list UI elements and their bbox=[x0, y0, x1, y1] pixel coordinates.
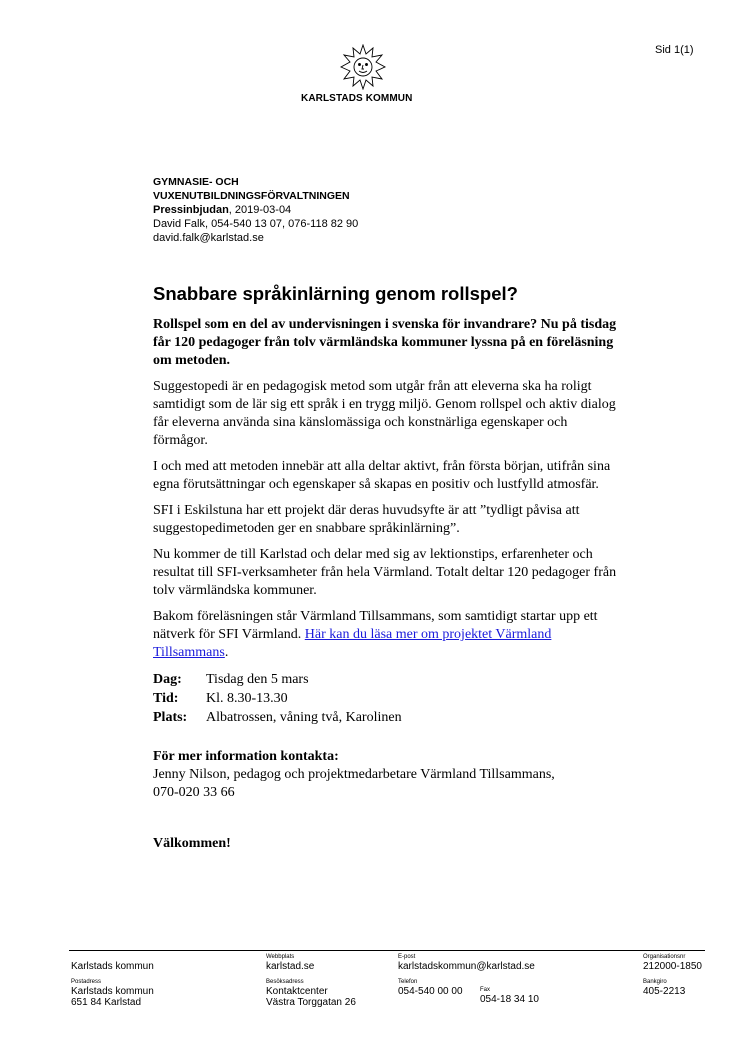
footer-bankgiro-label: Bankgiro bbox=[643, 979, 667, 985]
detail-row-time bbox=[153, 689, 402, 708]
footer-post-label: Postadress bbox=[71, 979, 102, 985]
detail-label: Plats: bbox=[153, 710, 188, 725]
footer-divider bbox=[69, 950, 705, 951]
organization-name: KARLSTADS KOMMUN bbox=[301, 93, 413, 104]
footer-tel-label: Telefon bbox=[398, 979, 418, 985]
sender-block bbox=[153, 175, 358, 245]
contact-line: David Falk, 054-540 13 07, 076-118 82 90 bbox=[153, 218, 359, 230]
paragraph-5 bbox=[153, 608, 618, 662]
footer-webb-label: Webbplats bbox=[266, 954, 295, 960]
footer-webb-value: karlstad.se bbox=[266, 961, 315, 972]
paragraph-4: Nu kommer de till Karlstad och delar med sig av lektionstips, erfarenheter och resultat till SFI-verksamheter från hela Värmland. Totalt deltar 120 pedagoger från tolv värmländska kommuner. bbox=[153, 547, 617, 598]
footer-epost-value: karlstadskommun@karlstad.se bbox=[398, 961, 535, 972]
detail-label: Dag: bbox=[153, 672, 182, 687]
footer-fax-value: 054-18 34 10 bbox=[480, 994, 539, 1005]
detail-value: Albatrossen, våning två, Karolinen bbox=[206, 710, 402, 725]
footer-col-fax bbox=[480, 986, 539, 1005]
sun-logo-icon bbox=[340, 44, 386, 90]
footer-orgnr-value: 212000-1850 bbox=[643, 961, 702, 972]
event-details bbox=[153, 670, 402, 727]
footer-besok-label: Besöksadress bbox=[266, 979, 304, 985]
headline: Snabbare språkinlärning genom rollspel? bbox=[153, 283, 518, 304]
footer-besok-line1: Kontaktcenter bbox=[266, 986, 328, 997]
detail-label: Tid: bbox=[153, 691, 179, 706]
contact-line-2: 070-020 33 66 bbox=[153, 785, 235, 800]
paragraph-2: I och med att metoden innebär att alla deltar aktivt, från första början, utifrån sina egna förutsättningar och egenskaper så skapas en positiv och lustfylld atmosfär. bbox=[153, 459, 611, 492]
article-body bbox=[153, 316, 618, 670]
department-line-2: VUXENUTBILDNINGSFÖRVALTNINGEN bbox=[153, 190, 350, 202]
detail-row-day bbox=[153, 670, 402, 689]
footer-epost-label: E-post bbox=[398, 954, 416, 960]
contact-block bbox=[153, 748, 555, 802]
footer-post-line2: 651 84 Karlstad bbox=[71, 997, 142, 1008]
footer-orgnr-label: Organisationsnr bbox=[643, 954, 686, 960]
page-number: Sid 1(1) bbox=[655, 44, 694, 56]
closing-text: Välkommen! bbox=[153, 836, 231, 851]
detail-row-place bbox=[153, 708, 402, 727]
footer-besok-line2: Västra Torggatan 26 bbox=[266, 997, 356, 1008]
footer-fax-label: Fax bbox=[480, 987, 491, 993]
footer-col-orgnr bbox=[643, 953, 702, 997]
detail-value: Kl. 8.30-13.30 bbox=[206, 691, 288, 706]
lead-paragraph: Rollspel som en del av undervisningen i svenska för invandrare? Nu på tisdag får 120 pedagoger från tolv värmländska kommuner lyssna på en föreläsning om metoden. bbox=[153, 317, 617, 368]
contact-heading: För mer information kontakta: bbox=[153, 749, 339, 764]
detail-value: Tisdag den 5 mars bbox=[206, 672, 309, 687]
footer-org: Karlstads kommun bbox=[71, 961, 154, 972]
footer-col-org bbox=[71, 953, 154, 1008]
project-link[interactable]: Här kan du läsa mer om projektet Värmland Tillsammans bbox=[153, 627, 552, 660]
doc-type: Pressinbjudan bbox=[153, 204, 229, 216]
paragraph-1: Suggestopedi är en pedagogisk metod som utgår från att eleverna ska ha roligt samtidigt som de lär sig ett språk i en trygg miljö. Genom rollspel och aktiv dialog får eleverna använda sina känslomässiga och konstnärliga egenskaper och förmågor. bbox=[153, 379, 616, 448]
doc-type-date bbox=[153, 203, 358, 217]
contact-line-1: Jenny Nilson, pedagog och projektmedarbetare Värmland Tillsammans, bbox=[153, 767, 555, 782]
doc-date: , 2019-03-04 bbox=[228, 204, 292, 216]
paragraph-5-text: Bakom föreläsningen står Värmland Tillsammans, som samtidigt startar upp ett nätverk för SFI Värmland. bbox=[153, 609, 598, 642]
paragraph-3: SFI i Eskilstuna har ett projekt där deras huvudsyfte är att ”tydligt påvisa att suggestopedimetoden ger en snabbare språkinlärning”. bbox=[153, 503, 580, 536]
sender-email: david.falk@karlstad.se bbox=[153, 232, 264, 244]
footer-post-line1: Karlstads kommun bbox=[71, 986, 154, 997]
footer-col-web bbox=[266, 953, 356, 1008]
paragraph-5-end: . bbox=[224, 645, 229, 660]
footer-tel-value: 054-540 00 00 bbox=[398, 986, 463, 997]
footer-bankgiro-value: 405-2213 bbox=[643, 986, 686, 997]
department-line-1: GYMNASIE- OCH bbox=[153, 176, 239, 188]
